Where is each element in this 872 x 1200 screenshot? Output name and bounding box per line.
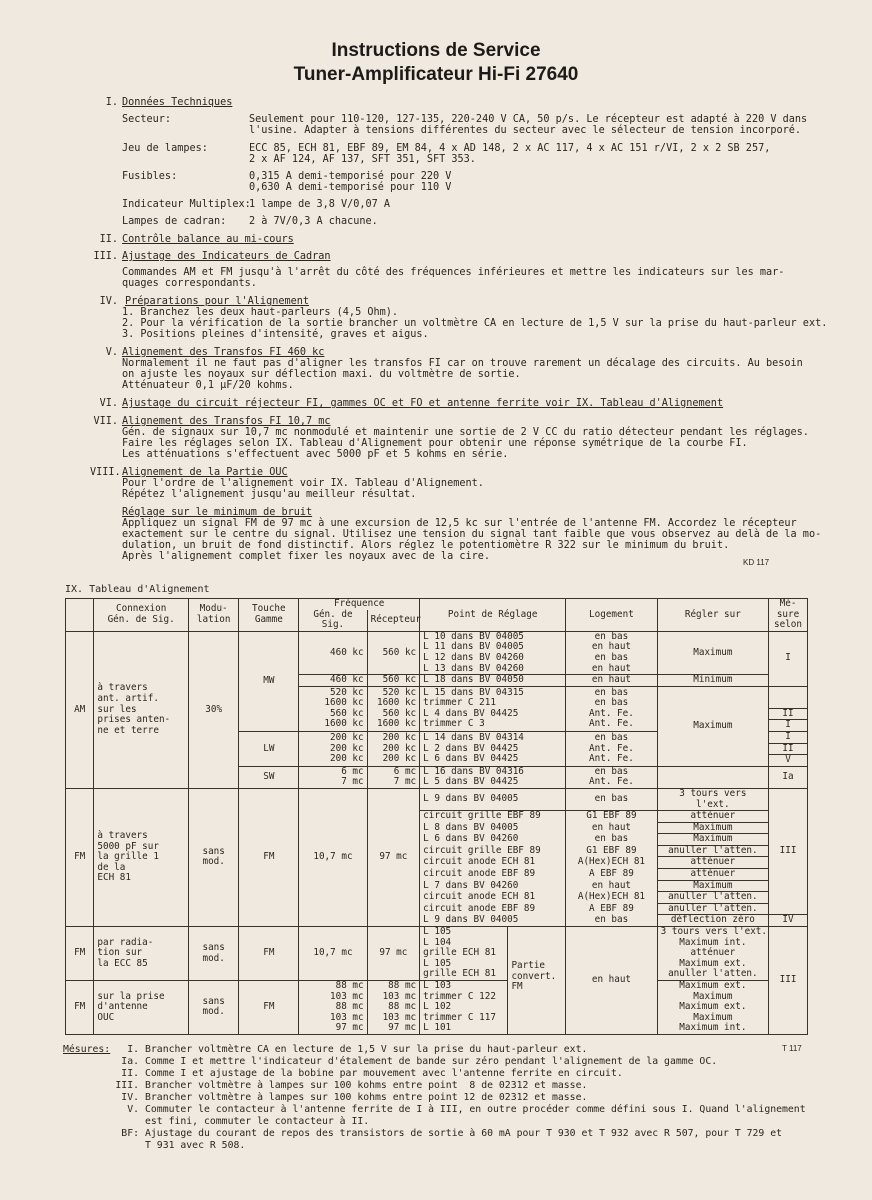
point-cell: L 18 dans BV 04050 [420,675,566,687]
point-cell: L 10 dans BV 04005 L 11 dans BV 04005 L 12 dans BV 04260 L 13 dans BV 04260 [420,631,566,674]
point-cell: L 8 dans BV 04005 [420,822,566,834]
page-title: Instructions de Service [331,40,541,61]
partie-cell: Partie convert. FM [508,927,566,1035]
mesure-text: Brancher voltmètre à lampes sur 100 kohms entre point 8 de 02312 et masse. [145,1080,588,1091]
paragraph-line: 2. Pour la vérification de la sortie brancher un voltmètre CA en lecture de 1,5 V sur la prise du haut-parleur ext. [122,318,828,329]
regler-cell: Maximum [657,880,768,892]
mesure-num: II. [121,1068,139,1079]
modulation-cell: sans mod. [188,788,238,926]
gen-cell: 10,7 mc [299,788,367,926]
paragraph-line: 3. Positions pleines d'intensité, graves et aigus. [122,329,429,340]
modulation-cell: sans mod. [188,981,238,1035]
paragraph-line: exactement sur le centre du signal. Utilisez une tension du signal tant faible que vous observez au delà de la mo- [122,529,822,540]
mesure-num: III. [115,1080,139,1091]
connexion-cell: à travers 5000 pF sur la grille 1 de la ECH 81 [94,788,189,926]
gen-cell: 10,7 mc [299,927,367,981]
logement-cell: A EBF 89 [566,869,657,881]
header-band [66,599,94,632]
regler-cell: atténuer [657,811,768,823]
regler-cell: atténuer [657,857,768,869]
page-subtitle: Tuner-Amplificateur Hi-Fi 27640 [293,64,579,85]
spec-label: Secteur: [122,114,172,125]
point-cell: circuit grille EBF 89 [420,845,566,857]
regler-cell: 3 tours vers l'ext. [657,788,768,810]
logement-cell: en bas [566,915,657,927]
connexion-cell: à travers ant. artif. sur les prises anten- ne et terre [94,631,189,788]
paragraph-line: Appliquez un signal FM de 97 mc à une excursion de 12,5 kc sur l'entrée de l'antenne FM. Accordez le récepteur [122,518,797,529]
document-reference: KD 117 [743,558,770,567]
band-cell: FM [66,981,94,1035]
paragraph-line: Atténuateur 0,1 µF/20 kohms. [122,380,294,391]
spec-value: l'usine. Adapter à tensions différentes du secteur avec le sélecteur de tension incorporé. [249,125,802,136]
mesure-cell: III [769,788,808,915]
regler-cell: anuller l'atten. [657,845,768,857]
logement-cell: en bas Ant. Fe. Ant. Fe. [566,731,657,766]
paragraph-line: Les atténuations s'effectuent avec 5000 pF et 5 kohms en série. [122,449,509,460]
mesure-value: I [769,719,807,731]
paragraph-line: Après l'alignement complet fixer les noyaux avec de la cire. [122,551,491,562]
spec-value: 0,315 A demi-temporisé pour 220 V [249,171,452,182]
mesure-text: Commuter le contacteur à l'antenne ferrite de I à III, en outre procéder comme défini sous I. Quand l'alignement [145,1104,806,1115]
section-heading: Alignement des Transfos FI 10,7 mc [122,416,331,427]
table-row [66,788,808,810]
mesure-text: Comme I et ajustage de la bobine par mouvement avec l'antenne ferrite en circuit. [145,1068,623,1079]
logement-cell: en haut [566,927,657,1035]
point-cell: L 7 dans BV 04260 [420,880,566,892]
table-header-row [66,599,808,610]
regler-cell: 3 tours vers l'ext. Maximum int. atténuer Maximum ext. anuller l'atten. [657,927,768,981]
modulation-cell: sans mod. [188,927,238,981]
touche-cell: FM [239,927,299,981]
section-heading: Réglage sur le minimum de bruit [122,507,313,518]
regler-cell: Maximum [657,834,768,846]
header-modulation: Modu- lation [188,599,238,632]
mesure-num: Ia. [121,1056,139,1067]
gen-cell: 6 mc 7 mc [299,766,367,788]
section-heading: Données Techniques [122,97,233,108]
spec-label: Fusibles: [122,171,178,182]
section-heading: Alignement des Transfos FI 460 kc [122,347,325,358]
header-regler: Régler sur [657,599,768,632]
mesure-value: II [769,708,807,720]
section-number: VIII. [90,467,121,478]
point-cell: circuit grille EBF 89 [420,811,566,823]
table-caption: IX. Tableau d'Alignement [65,584,210,595]
logement-cell: en bas Ant. Fe. [566,766,657,788]
rec-cell: 97 mc [367,927,420,981]
paragraph-line: Répétez l'alignement jusqu'au meilleur résultat. [122,489,417,500]
gen-cell: 520 kc 1600 kc 560 kc 1600 kc [299,686,367,731]
header-recepteur: Récepteur [367,610,420,632]
mesure-cell [769,686,808,731]
logement-cell: en bas [566,834,657,846]
mesure-num: I. [127,1044,139,1055]
section-number: II. [99,234,118,245]
point-cell: L 15 dans BV 04315 trimmer C 211 L 4 dans BV 04425 trimmer C 3 [420,686,566,731]
logement-cell: en haut [566,880,657,892]
mesure-text: est fini, commuter le contacteur à II. [145,1116,370,1127]
section-number: I. [105,97,118,108]
connexion-cell: par radia- tion sur la ECC 85 [94,927,189,981]
mesure-value: I [785,730,791,742]
header-point: Point de Réglage [420,599,566,632]
spec-label: Indicateur Multiplex: [122,199,251,210]
spec-value: ECC 85, ECH 81, EBF 89, EM 84, 4 x AD 148, 2 x AC 117, 4 x AC 151 r/VI, 2 x 2 SB 257, [249,143,771,154]
regler-cell: anuller l'atten. [657,892,768,904]
logement-cell: G1 EBF 89 [566,845,657,857]
point-cell: L 14 dans BV 04314 L 2 dans BV 04425 L 6 dans BV 04425 [420,731,566,766]
point-cell: circuit anode EBF 89 [420,903,566,915]
point-cell: L 9 dans BV 04005 [420,788,566,810]
section-number: IV. [99,296,118,307]
section-number: VI. [99,398,118,409]
regler-cell: Maximum [657,822,768,834]
mesure-text: Comme I et mettre l'indicateur d'étalement de bande sur zéro pendant l'alignement de la gamme OC. [145,1056,718,1067]
section-heading: Ajustage des Indicateurs de Cadran [122,251,331,262]
regler-cell: déflection zéro [657,915,768,927]
logement-cell: A(Hex)ECH 81 [566,857,657,869]
touche-cell: LW [239,731,299,766]
spec-label: Jeu de lampes: [122,143,208,154]
paragraph-line: 1. Branchez les deux haut-parleurs (4,5 Ohm). [122,307,399,318]
spec-value: Seulement pour 110-120, 127-135, 220-240 V CA, 50 p/s. Le récepteur est adapté à 220 V dans [249,114,808,125]
paragraph-line: Normalement il ne faut pas d'aligner les transfos FI car on trouve rarement un décalage des circuits. Au besoin [122,358,803,369]
alignment-table [65,598,808,1035]
section-number: VII. [93,416,118,427]
mesure-value: II [769,743,807,755]
band-cell: AM [66,631,94,788]
band-cell: FM [66,927,94,981]
regler-cell: atténuer [657,869,768,881]
logement-cell: en bas en haut en bas en haut [566,631,657,674]
gen-cell: 460 kc [299,631,367,674]
section-number: V. [105,347,118,358]
rec-cell: 88 mc 103 mc 88 mc 103 mc 97 mc [367,981,420,1035]
mesure-cell: IV [769,915,808,927]
gen-cell: 88 mc 103 mc 88 mc 103 mc 97 mc [299,981,367,1035]
touche-cell: FM [239,981,299,1035]
touche-cell: MW [239,631,299,731]
logement-cell: en bas en bas Ant. Fe. Ant. Fe. [566,686,657,731]
rec-cell: 560 kc [367,675,420,687]
paragraph-line: Pour l'ordre de l'alignement voir IX. Tableau d'Alignement. [122,478,484,489]
regler-cell: Maximum ext. Maximum Maximum ext. Maximum Maximum int. [657,981,768,1035]
logement-cell: en haut [566,822,657,834]
band-cell: FM [66,788,94,926]
section-heading: Contrôle balance au mi-cours [122,234,294,245]
regler-cell: Maximum [657,631,768,674]
table-reference: T 117 [782,1044,802,1053]
touche-cell: FM [239,788,299,926]
point-cell: L 103 trimmer C 122 L 102 trimmer C 117 L 101 [420,981,508,1035]
mesure-cell: Ia [769,766,808,788]
header-touche: Touche Gamme [239,599,299,632]
mesures-label: Mésures: [63,1044,111,1055]
mesure-num: BF: [121,1128,139,1139]
mesure-text: Brancher voltmètre CA en lecture de 1,5 V sur la prise du haut-parleur ext. [145,1044,588,1055]
section-number: III. [93,251,118,262]
header-mesure: Mé- sure selon [769,599,808,632]
logement-cell: A(Hex)ECH 81 [566,892,657,904]
spec-value: 0,630 A demi-temporisé pour 110 V [249,182,452,193]
table-row [66,927,808,981]
regler-cell: Minimum [657,675,768,687]
paragraph-line: Faire les réglages selon IX. Tableau d'Alignement pour obtenir une réponse symétrique de la courbe FI. [122,438,748,449]
regler-cell [657,766,768,788]
table-row [66,631,808,674]
spec-value: 2 x AF 124, AF 137, SFT 351, SFT 353. [249,154,476,165]
point-cell: L 16 dans BV 04316 L 5 dans BV 04425 [420,766,566,788]
mesure-num: V. [127,1104,139,1115]
paragraph-line: quages correspondants. [122,278,257,289]
section-heading: Préparations pour l'Alignement [125,296,310,307]
rec-cell: 520 kc 1600 kc 560 kc 1600 kc [367,686,420,731]
modulation-cell: 30% [188,631,238,788]
mesure-value: V [769,754,807,766]
mesure-cell: III [769,927,808,1035]
paragraph-line: Gén. de signaux sur 10,7 mc nonmodulé et maintenir une sortie de 2 V CC du ratio détecteur pendant les réglages. [122,427,809,438]
gen-cell: 200 kc 200 kc 200 kc [299,731,367,766]
section-heading: Alignement de la Partie OUC [122,467,288,478]
mesure-cell: I [769,631,808,686]
logement-cell: A EBF 89 [566,903,657,915]
mesure-text: Brancher voltmètre à lampes sur 100 kohms entre point 12 de 02312 et masse. [145,1092,588,1103]
point-cell: circuit anode ECH 81 [420,892,566,904]
paragraph-line: Commandes AM et FM jusqu'à l'arrêt du côté des fréquences inférieures et mettre les indicateurs sur les mar- [122,267,785,278]
mesure-text: Ajustage du courant de repos des transistors de sortie à 60 mA pour T 930 et T 932 avec R 507, pour T 729 et [145,1128,783,1139]
rec-cell: 200 kc 200 kc 200 kc [367,731,420,766]
rec-cell: 560 kc [367,631,420,674]
point-cell: L 9 dans BV 04005 [420,915,566,927]
mesure-num: IV. [121,1092,139,1103]
regler-cell: anuller l'atten. [657,903,768,915]
mesure-text: T 931 avec R 508. [145,1140,246,1151]
header-connexion: Connexion Gén. de Sig. [94,599,189,632]
paragraph-line: dulation, un bruit de fond distinctif. Alors réglez le potentiomètre R 322 sur le minimum du bruit. [122,540,730,551]
rec-cell: 6 mc 7 mc [367,766,420,788]
header-frequence: Fréquence [299,599,420,610]
point-cell: L 6 dans BV 04260 [420,834,566,846]
header-gen: Gén. de Sig. [299,610,367,632]
mesure-cell [769,731,808,766]
logement-cell: en bas [566,788,657,810]
rec-cell: 97 mc [367,788,420,926]
point-cell: circuit anode ECH 81 [420,857,566,869]
paragraph-line: on ajuste les noyaux sur déflection maxi. du voltmètre de sortie. [122,369,521,380]
spec-value: 1 lampe de 3,8 V/0,07 A [249,199,391,210]
spec-label: Lampes de cadran: [122,216,227,227]
spec-value: 2 à 7V/0,3 A chacune. [249,216,378,227]
header-logement: Logement [566,599,657,632]
logement-cell: en haut [566,675,657,687]
logement-cell: G1 EBF 89 [566,811,657,823]
touche-cell: SW [239,766,299,788]
table-row [66,981,808,1035]
regler-cell: Maximum [657,686,768,766]
point-cell: L 105 L 104 grille ECH 81 L 105 grille ECH 81 [420,927,508,981]
section-heading: Ajustage du circuit réjecteur FI, gammes OC et FO et antenne ferrite voir IX. Tableau d'Alignement [122,398,724,409]
connexion-cell: sur la prise d'antenne OUC [94,981,189,1035]
point-cell: circuit anode EBF 89 [420,869,566,881]
gen-cell: 460 kc [299,675,367,687]
